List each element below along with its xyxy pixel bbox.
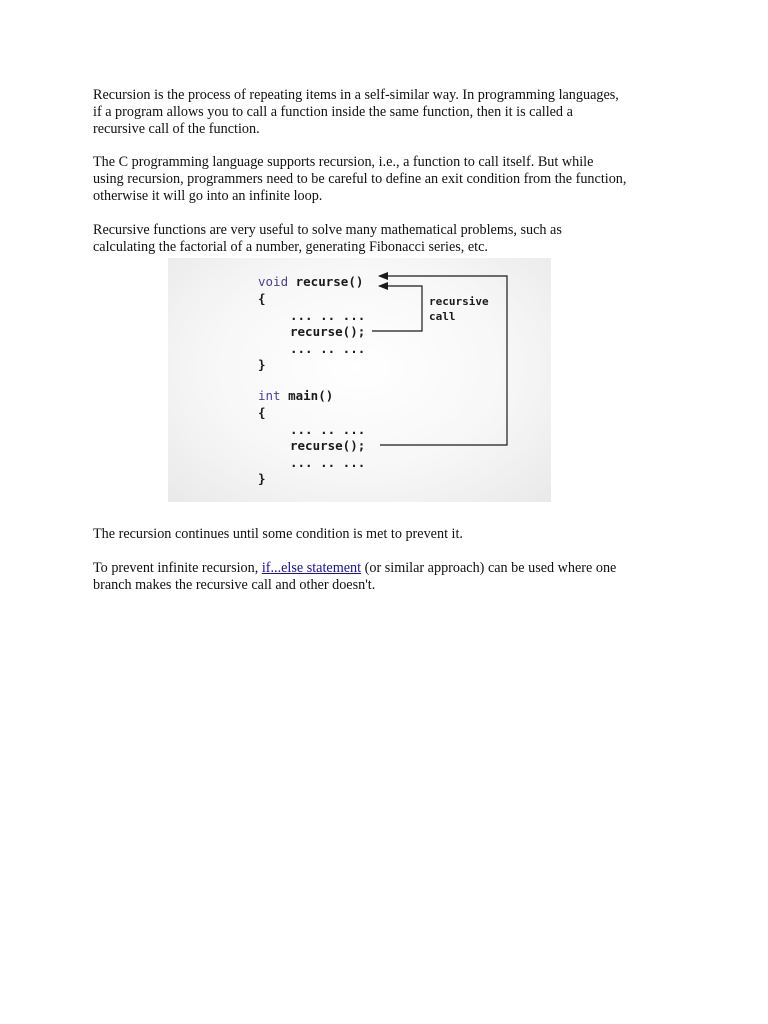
text-line: The recursion continues until some condition is met to prevent it. xyxy=(93,526,463,542)
text-line: recursive call of the function. xyxy=(93,121,260,137)
code-line-main-signature xyxy=(258,388,333,403)
text-fragment: (or similar approach) can be used where one xyxy=(361,560,617,576)
text-line: calculating the factorial of a number, generating Fibonacci series, etc. xyxy=(93,239,488,255)
text-fragment: To prevent infinite recursion, xyxy=(93,560,262,576)
recursion-diagram xyxy=(168,258,551,502)
if-else-statement-link[interactable]: if...else statement xyxy=(261,560,362,576)
recurse-signature: recurse() xyxy=(288,274,364,289)
keyword-int: int xyxy=(258,388,281,403)
annotation-recursive: recursive xyxy=(429,295,489,308)
paragraph-c-support xyxy=(93,154,693,205)
code-open-brace: { xyxy=(258,405,266,420)
recursion-diagram-svg xyxy=(168,258,551,502)
code-close-brace: } xyxy=(258,471,266,486)
recursive-call-arrow xyxy=(372,286,422,331)
paragraph-recursion-definition xyxy=(93,87,693,138)
code-main-call: recurse(); xyxy=(290,438,366,453)
annotation-call: call xyxy=(429,310,456,323)
text-line: if a program allows you to call a function inside the same function, then it is called a xyxy=(93,104,573,120)
code-dots: ... .. ... xyxy=(290,308,366,323)
text-line: The C programming language supports recursion, i.e., a function to call itself. But while xyxy=(93,154,594,170)
text-line: branch makes the recursive call and other doesn't. xyxy=(93,577,376,593)
code-line-recurse-signature xyxy=(258,274,363,289)
code-dots: ... .. ... xyxy=(290,422,366,437)
text-line xyxy=(93,560,693,577)
paragraph-prevent-infinite xyxy=(93,560,693,594)
text-line: Recursion is the process of repeating items in a self-similar way. In programming languages, xyxy=(93,87,619,103)
code-open-brace: { xyxy=(258,291,266,306)
main-signature: main() xyxy=(280,388,334,403)
text-line: Recursive functions are very useful to solve many mathematical problems, such as xyxy=(93,222,562,238)
code-recursive-call: recurse(); xyxy=(290,324,366,339)
keyword-void: void xyxy=(258,274,289,289)
code-close-brace: } xyxy=(258,357,266,372)
code-dots: ... .. ... xyxy=(290,455,366,470)
code-dots: ... .. ... xyxy=(290,341,366,356)
text-line: using recursion, programmers need to be careful to define an exit condition from the function, xyxy=(93,171,627,187)
paragraph-condition xyxy=(93,526,693,543)
paragraph-uses xyxy=(93,222,693,256)
text-line: otherwise it will go into an infinite loop. xyxy=(93,188,323,204)
